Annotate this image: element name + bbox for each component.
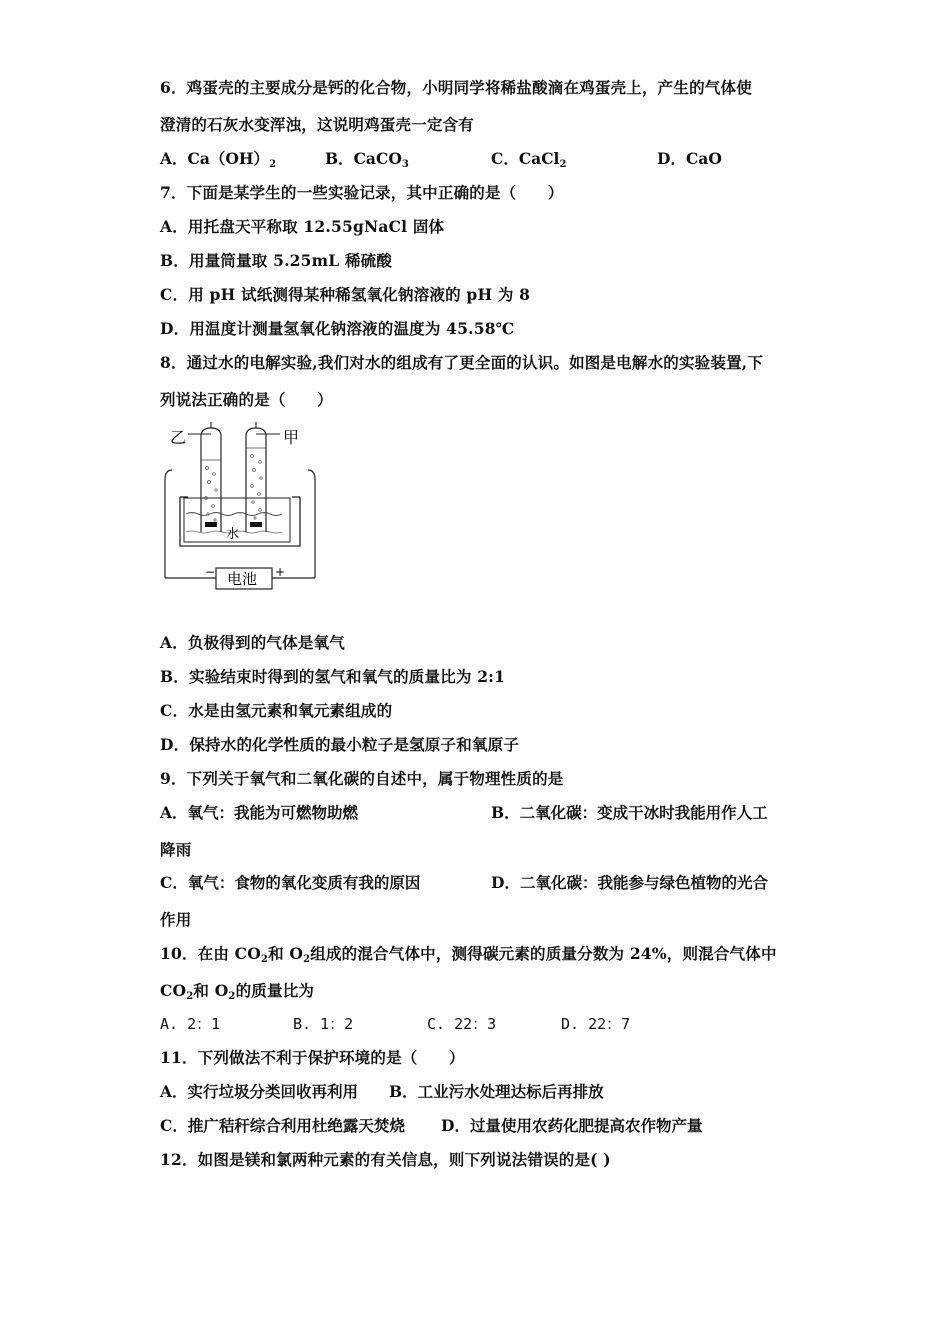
battery-negative-sign: − [205, 565, 216, 579]
tube-label-yi: 乙 [170, 428, 187, 447]
q9-option-d: D．二氧化碳：我能参与绿色植物的光合 [491, 873, 768, 892]
q10-option-b: B. 1：2 [293, 1015, 354, 1033]
q9-option-a: A．氧气：我能为可燃物助燃 [160, 803, 359, 822]
q11-option-d: D．过量使用农药化肥提高农作物产量 [441, 1116, 703, 1135]
q6-option-c: C．CaCl$_2$ [491, 149, 567, 170]
q6-option-b: B．CaCO$_3$ [325, 149, 409, 170]
q7-option-b: B．用量筒量取 5.25mL 稀硫酸 [160, 251, 393, 270]
q8-stem-line1: 8．通过水的电解实验,我们对水的组成有了更全面的认识。如图是电解水的实验装置,下 [160, 353, 764, 372]
tube-label-jia: 甲 [283, 428, 300, 447]
q9-stem: 9．下列关于氧气和二氧化碳的自述中，属于物理性质的是 [160, 769, 564, 788]
q10-option-c: C. 22：3 [427, 1015, 497, 1033]
q8-option-d: D．保持水的化学性质的最小粒子是氢原子和氧原子 [160, 735, 520, 754]
q7-option-a: A．用托盘天平称取 12.55gNaCl 固体 [160, 217, 445, 236]
battery-label: 电池 [227, 570, 258, 588]
q9-option-b-continued: 降雨 [160, 840, 192, 859]
electrolysis-diagram [160, 420, 320, 595]
q6-option-d: D．CaO [657, 149, 722, 168]
q8-option-c: C．水是由氢元素和氧元素组成的 [160, 701, 393, 720]
q10-option-a: A. 2：1 [160, 1015, 221, 1033]
battery-positive-sign: + [275, 565, 286, 579]
q10-option-d: D. 22：7 [561, 1015, 631, 1033]
q6-option-a: A．$Ca(OH)_2$ [160, 149, 277, 170]
q8-option-a: A．负极得到的气体是氧气 [160, 633, 345, 652]
q11-option-a: A．实行垃圾分类回收再利用 [160, 1082, 359, 1101]
q6-stem-line1: 6．鸡蛋壳的主要成分是钙的化合物，小明同学将稀盐酸滴在鸡蛋壳上，产生的气体使 [160, 78, 752, 97]
q11-stem: 11．下列做法不利于保护环境的是（ ） [160, 1048, 465, 1067]
q11-option-c: C．推广秸秆综合利用杜绝露天焚烧 [160, 1116, 405, 1135]
q7-option-d: D．用温度计测量氢氧化钠溶液的温度为 45.58℃ [160, 319, 515, 338]
q11-option-b: B．工业污水处理达标后再排放 [389, 1082, 604, 1101]
q7-stem: 7．下面是某学生的一些实验记录，其中正确的是（ ） [160, 183, 564, 202]
q12-stem: 12．如图是镁和氯两种元素的有关信息，则下列说法错误的是( ) [160, 1150, 611, 1169]
q9-option-d-continued: 作用 [160, 910, 192, 929]
q10-stem-line2: $CO_2$和 $O_2$的质量比为 [160, 981, 315, 1002]
q8-stem-line2: 列说法正确的是（ ） [160, 390, 333, 409]
water-label: 水 [226, 527, 240, 542]
q8-option-b: B．实验结束时得到的氢气和氧气的质量比为 2:1 [160, 667, 506, 686]
q9-option-c: C．氧气：食物的氧化变质有我的原因 [160, 873, 421, 892]
q6-stem-line2: 澄清的石灰水变浑浊，这说明鸡蛋壳一定含有 [160, 115, 475, 134]
q10-stem-line1: 10．在由 $CO_2$和 $O_2$组成的混合气体中，测得碳元素的质量分数为 24%，则混合气体中 [160, 944, 777, 965]
q9-option-b: B．二氧化碳：变成干冰时我能用作人工 [491, 803, 768, 822]
q7-option-c: C．用 pH 试纸测得某种稀氢氧化钠溶液的 pH 为 8 [160, 285, 531, 304]
